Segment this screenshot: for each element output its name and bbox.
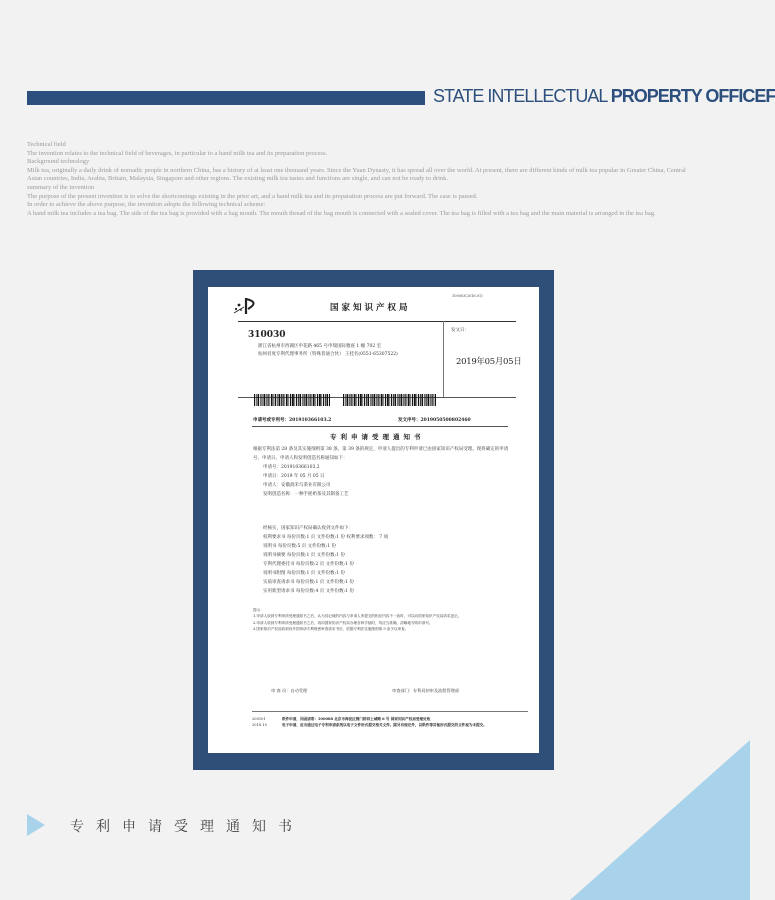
field-line: 申请日：2019 年 05 月 05 日 bbox=[263, 474, 325, 479]
intro-line: summary of the invention bbox=[27, 183, 94, 191]
received-documents bbox=[253, 524, 525, 596]
issue-date-label: 发文日： bbox=[451, 328, 469, 333]
examiner: 审 查 员：自动受理 bbox=[271, 688, 308, 693]
address-line: 浙江省杭州市西湖区申花路 465 号申瑞国际雅座 1 幢 702 室 bbox=[258, 344, 382, 349]
footer-code: 2018.10 bbox=[252, 723, 267, 727]
barcode-icon bbox=[254, 394, 330, 406]
intro-line: Background technology bbox=[27, 158, 90, 166]
footer-notes bbox=[282, 716, 532, 728]
intro-line: Technical field bbox=[27, 141, 66, 148]
issue-date: 2019年05月05日 bbox=[456, 357, 522, 367]
footer-code: 200101 bbox=[252, 717, 266, 721]
intro-line: The invention relates to the technical field of beverages, in particular to a hand milk tea and its preparation process. bbox=[27, 149, 328, 157]
lead-paragraph-block bbox=[253, 445, 515, 463]
intro-line: The purpose of the present invention is to solve the shortcomings existing in the prior art, and a hand milk tea and its preparation process are put forward. The case is passed. bbox=[27, 192, 478, 200]
header-title-light: STATE INTELLECTUAL bbox=[433, 86, 611, 106]
play-triangle-icon bbox=[27, 814, 45, 836]
postcode: 310030 bbox=[248, 330, 286, 340]
hints-block bbox=[253, 607, 528, 633]
top-rule bbox=[238, 321, 516, 322]
footer-line: 纸件申请，回函请寄：100088 北京市海淀区蓟门桥西土城路 6 号 国家知识产权局受理处收 bbox=[282, 717, 431, 721]
cnipa-logo-icon bbox=[232, 296, 268, 316]
field-line: 发明创造名称：一种手摇奶茶及其制备工艺 bbox=[263, 492, 349, 497]
doc-line: 实质审查请求书 每份页数:1 页 文件份数:1 份 bbox=[263, 580, 354, 585]
hint-line: 3.国家知识产权局收到向外国申请专利保密审查请求书后，依据专利法实施细则第 9 条予以审查。 bbox=[253, 627, 409, 632]
footer-rule bbox=[252, 711, 528, 712]
field-line: 申请人：安徽润禾鸟茶业有限公司 bbox=[263, 483, 331, 488]
hint-line: 2.申请人收到专利申请受理通知书之后，再向国家知识产权局办理各种手续时，均应当准确、清晰地写明申请号。 bbox=[253, 620, 433, 625]
hints-title: 提示： bbox=[253, 608, 264, 612]
doc-line: 说明书附图 每份页数:1 页 文件份数:1 份 bbox=[263, 571, 345, 576]
lead-paragraph: 根据专利法第 28 条及其实施细则第 38 条、第 39 条的规定，申请人提出的专利申请已由国家知识产权局受理。现将确定的申请号、申请日、申请人和发明创造名称通知如下： bbox=[253, 447, 509, 461]
doc-line: 说明书 每份页数:5 页 文件份数:1 份 bbox=[263, 544, 336, 549]
application-fields bbox=[253, 463, 525, 499]
footer-codes bbox=[252, 716, 267, 728]
intro-line: In order to achieve the above purpose, the invention adopts the following technical scheme: bbox=[27, 201, 266, 209]
intro-text-block bbox=[27, 141, 697, 218]
department: 审查部门：专利局初审及流程管理部 bbox=[392, 688, 460, 693]
bottom-caption: 专利申请受理通知书 bbox=[70, 819, 304, 835]
intro-line: A hand milk tea includes a tea bag. The side of the tea bag is provided with a bag mouth. The mouth thread of the bag mouth is connected with a sealed cover. The tea bag is filled with a tea bag and the main material is arranged in the tea bag. bbox=[27, 209, 656, 217]
office-title: 国家知识产权局 bbox=[330, 303, 411, 313]
intro-line: Milk tea, originally a daily drink of nomadic people in northern China, has a history of at least one thousand years. Since the Yuan Dynasty, it has spread all over the world. At present, there are different kinds of milk tea popular in Greater China, Central Asian countries, India, Arabia, Britain, Malaysia, Singapore and other regions. The existing milk tea tastes and functions are single, and can not be ready to drink. bbox=[27, 166, 686, 183]
application-rule bbox=[252, 426, 508, 427]
patent-notice-page bbox=[208, 287, 539, 753]
address-line: 杭州君度专利代理事务所（特殊普通合伙） 王桂名(0551-65307522) bbox=[258, 352, 398, 357]
application-number: 申请号或专利号：201910366103.2 bbox=[253, 418, 332, 423]
header-title-bold: PROPERTY OFFICEF bbox=[610, 86, 775, 106]
docs-intro: 经核实，国家知识产权局确认收到文件如下： bbox=[263, 526, 353, 531]
notice-title: 专利申请受理通知书 bbox=[330, 433, 425, 441]
field-line: 申请号：201910366103.2 bbox=[263, 465, 320, 470]
vertical-rule bbox=[443, 321, 444, 397]
doc-line: 说明书摘要 每份页数:1 页 文件份数:1 份 bbox=[263, 553, 345, 558]
document-frame bbox=[193, 270, 554, 770]
doc-line: 专利代理委托书 每份页数:2 页 文件份数:1 份 bbox=[263, 562, 354, 567]
serial-number: 发文序号：2019050500802460 bbox=[398, 418, 471, 423]
footer-line: 电子申请，应当通过电子专利申请系统以电子文件形式提交相关文件。除另有规定外，以纸件等其他形式提交的文件视为未提交。 bbox=[282, 723, 487, 727]
form-code: 100003(2016.01) bbox=[452, 294, 483, 298]
page-header-title bbox=[433, 86, 775, 107]
barcode-icon bbox=[343, 394, 436, 406]
header-bar bbox=[27, 91, 425, 105]
doc-line: 权利要求书 每份页数:1 页 文件份数:1 份 权利要求项数： 7 项 bbox=[263, 535, 389, 540]
hint-line: 1.申请人收到专利申请受理通知书之后，认为其记载的内容与申请人所提交的相应内容不一致时，可以向国家知识产权局请求更正。 bbox=[253, 614, 462, 619]
doc-line: 实用新型请求书 每份页数:4 页 文件份数:1 份 bbox=[263, 589, 354, 594]
decorative-corner-triangle bbox=[570, 740, 750, 900]
